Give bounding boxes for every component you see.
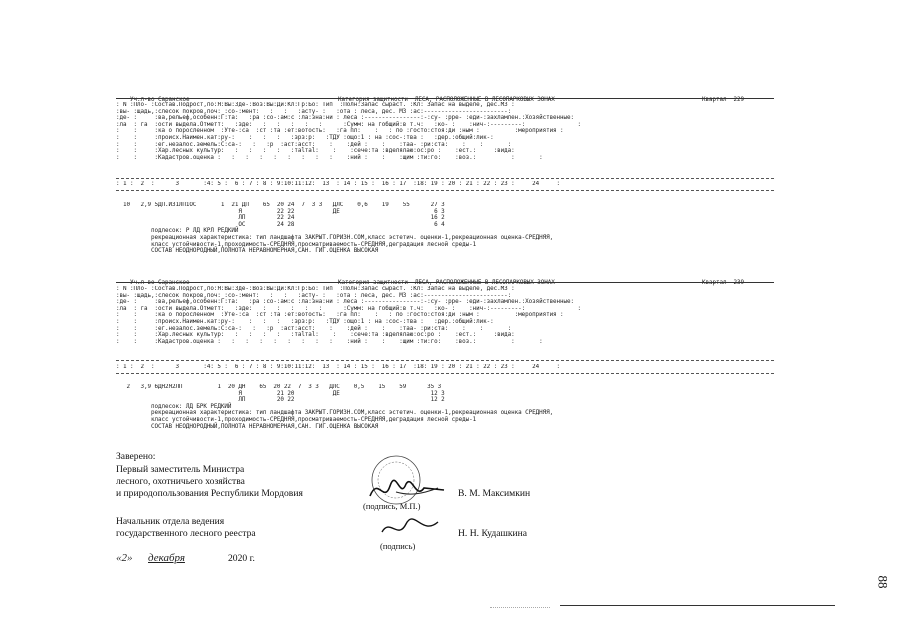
signatory-name-2: Н. Н. Кудашкина [458,528,528,539]
data-line: СОСТАВ НЕОДНОРОДНЫЙ,ПОЛНОТА НЕРАВНОМЕРНАЯ,САН. ГИГ.ОЦЕНКА ВЫСОКАЯ [116,248,379,255]
record-1-column-numbers: : 1 : 2 : 3 :4: 5 : 6 : 7 : 8 : 9:10:11:12: 13 : 14 : 15 : 16 : 17 :18: 19 : 20 : 21 : 22 : 23 : 24 : [116,181,561,187]
data-line: класс устойчивости-1,проходимость-СРЕДНЯЯ,просматриваемость-СРЕДНЯЯ,деградация лесной среды-1 [116,241,477,248]
data-line: ОС 24 28 6 4 [116,221,445,228]
table-header-line: :вы- :щадь,:слесок покров,поч: :со-:мент: : : :асту- : :ота : леса, дес. М3 :ас:------------------------: [116,108,512,115]
table-header-line: :ла : га :ости выдела.Отметт: :зде: : : : : : :Сумм: на гобщий:в т.ч: :ко- : :нич-:---------: : [116,121,582,128]
table-header-line: :де- : :ва,рельеф,особенн:Г:та: :ра :со-:ам:с :ла:зна:ни : леса :----------------:-:су- :рре- :еди-:захламлен.:Хозяйственные: [116,299,575,306]
approval-position-line2: лесного, охотничьего хозяйства [116,476,245,487]
page-number: 88 [875,575,891,589]
category-label: Категория защитности ЛЕСА, РАСПОЛОЖЕННЫЕ В ЛЕСОПАРКОВЫХ ЗОНАХ [338,96,555,103]
table-header-line: : N :Пло- :Состав.Подрост,по:Я:Вы:Зде-:Воз:Вы:Ди:Кл:Гр:Бо: Тип :Полн:Запас сыраст. :Кл: Запас на выделе, дес.М3 : [116,102,515,108]
table-header-line: : : :ка о поросленном :Уте-:са :ст :та :ет:вотость: :га пл: : : по :госто:стоя:ди :ным : :мероприятия : [116,128,564,135]
data-line: рекреационная характеристика: тип ландшафта ЗАКРЫТ.ГОРИЗН.СОМ,класс эстетич. оценки-1,рекреационная оценка СРЕДНЯЯ, [116,410,554,417]
signature-1-icon [366,470,456,510]
table-header-line: : : :Хар.лесных культур: : : : : :таlтаl: : :сече:та :вделялаю:ос:ро : :ест.: :вида: [116,332,515,339]
signature-caption-2: (подпись) [380,541,416,551]
footer-dotted-line [490,607,550,608]
signature-2-icon [378,514,448,542]
record-2-column-numbers: : 1 : 2 : 3 :4: 5 : 6 : 7 : 8 : 9:10:11:12: 13 : 14 : 15 : 16 : 17 :18: 19 : 20 : 21 : 22 : 23 : 24 : [116,364,561,370]
date-day: «2» [116,552,133,564]
table-header-line: :вы- :щадь,:слесок покров,поч: :со-:мент: : : :асту- : :ота : леса, дес. М3 :ас:------------------------: [116,292,512,299]
table-header-line: : : :происх.Наимен.кат:ру-: : : : :зрз:р: :ТДУ :ощо:1 : на :сос-:тва : :дер.:общий:лик-: [116,318,494,325]
data-line: ЛП 22 24 16 2 [116,215,445,222]
data-line: 10 2,9 5ДП.ИЗ1ЛП1ОС 1 21 ДП 65 20 24 7 3 3 ДЛС 0,6 19 55 27 3 [116,202,445,208]
footer-line [560,605,835,606]
rule [116,360,774,361]
date-year: 2020 г. [228,553,255,564]
signature-caption-1: (подпись, М.П.) [363,501,421,511]
record-2-data [116,384,776,430]
approval-position-line1: Первый заместитель Министра [116,464,245,475]
approval-position-line3: и природопользования Республики Мордовия [116,488,303,499]
table-header-line: : : :ка о поросленном :Уте-:са :ст :та :ет:вотость: :га пл: : : по :госто:стоя:ди :ным : :мероприятия : [116,312,564,319]
rule [116,373,774,374]
data-line: рекреационная характеристика: тип ландшафта ЗАКРЫТ.ГОРИЗН.СОМ,класс эстетич. оценки-1,рекреационная оценка-СРЕДНЯЯ, [116,234,554,241]
data-line: Я 21 20 ДЕ 12 3 [116,390,445,397]
table-header-line: : : :ег.незалос.земель:С:са-: : :р :аст:асст: : :дей : : :таа- :ри:ста: : : : [116,141,512,148]
position2-line1: Начальник отдела ведения [116,516,225,527]
approval-heading: Заверено: [116,451,156,462]
table-header-line: : : :ег.незалос.земель:С:са-: : :р :аст:асст: : :дей : : :таа- :ри:ста: : : : [116,325,512,332]
data-line: 2 3,9 6ДН2Я2ЛП 1 20 ДН 65 20 22 7 3 3 ДЛС 0,5 15 59 35 3 [116,384,442,390]
date-month: декабря [148,552,185,564]
record-1-data [116,202,776,255]
district-label: Уч.л-во Саранское [130,279,190,286]
rule [116,98,774,99]
position2-line2: государственного лесного реестра [116,528,256,539]
quarter-label: Квартал 239 [702,279,744,286]
category-label: Категория защитности ЛЕСА, РАСПОЛОЖЕННЫЕ В ЛЕСОПАРКОВЫХ ЗОНАХ [338,279,555,286]
district-label: Уч.л-во Саранское [130,96,190,103]
record-1-table-header [116,102,776,161]
data-line: подлесок: ЛД БРК РЕДКИЙ [116,403,232,410]
data-line: СОСТАВ НЕОДНОРОДНЫЙ,ПОЛНОТА НЕРАВНОМЕРНАЯ,САН. ГИГ.ОЦЕНКА ВЫСОКАЯ [116,423,379,430]
table-header-line: : : :Хар.лесных культур: : : : : :таlтаl: : :сече:та :вделялаю:ос:ро : :ест.: :вида: [116,148,515,155]
table-header-line: : : :происх.Наимен.кат:ру-: : : : :зрз:р: :ТДУ :ощо:1 : на :сос-:тва : :дер.:общий:лик-: [116,134,494,141]
data-line: Я 22 22 ДЕ 6 3 [116,208,445,215]
data-line: класс устойчивости-1,проходимость-СРЕДНЯЯ,просматриваемость-СРЕДНЯЯ,деградация лесной среды-1 [116,416,477,423]
quarter-label: Квартал 229 [702,96,744,103]
table-header-line: :де- : :ва,рельеф,особенн:Г:та: :ра :со-:ам:с :ла:зна:ни : леса :----------------:-:су- :рре- :еди-:захламлен.:Хозяйственные: [116,115,575,122]
table-header-line: : : :Кадастров.оценка : : : : : : : : : :ний : : :щим :ти:го: :воз.: : : [116,338,543,345]
table-header-line: :ла : га :ости выдела.Отметт: :зде: : : : : : :Сумм: на гобщий:в т.ч: :ко- : :нич-:---------: : [116,305,582,312]
rule [116,282,774,283]
data-line: подлесок: Р ЛД КРЛ РЕДКИЙ [116,228,239,235]
rule [116,190,774,191]
data-line: ЛП 20 22 12 2 [116,397,445,404]
signatory-name-1: В. М. Максимкин [458,488,531,499]
rule [116,178,774,179]
table-header-line: : N :Пло- :Состав.Подрост,по:Я:Вы:Зде-:Воз:Вы:Ди:Кл:Гр:Бо: Тип :Полн:Запас сыраст. :Кл: Запас на выделе, дес.М3 : [116,286,515,292]
table-header-line: : : :Кадастров.оценка : : : : : : : : : :ний : : :щим :ти:го: :воз.: : : [116,154,543,161]
record-2-table-header [116,286,776,345]
